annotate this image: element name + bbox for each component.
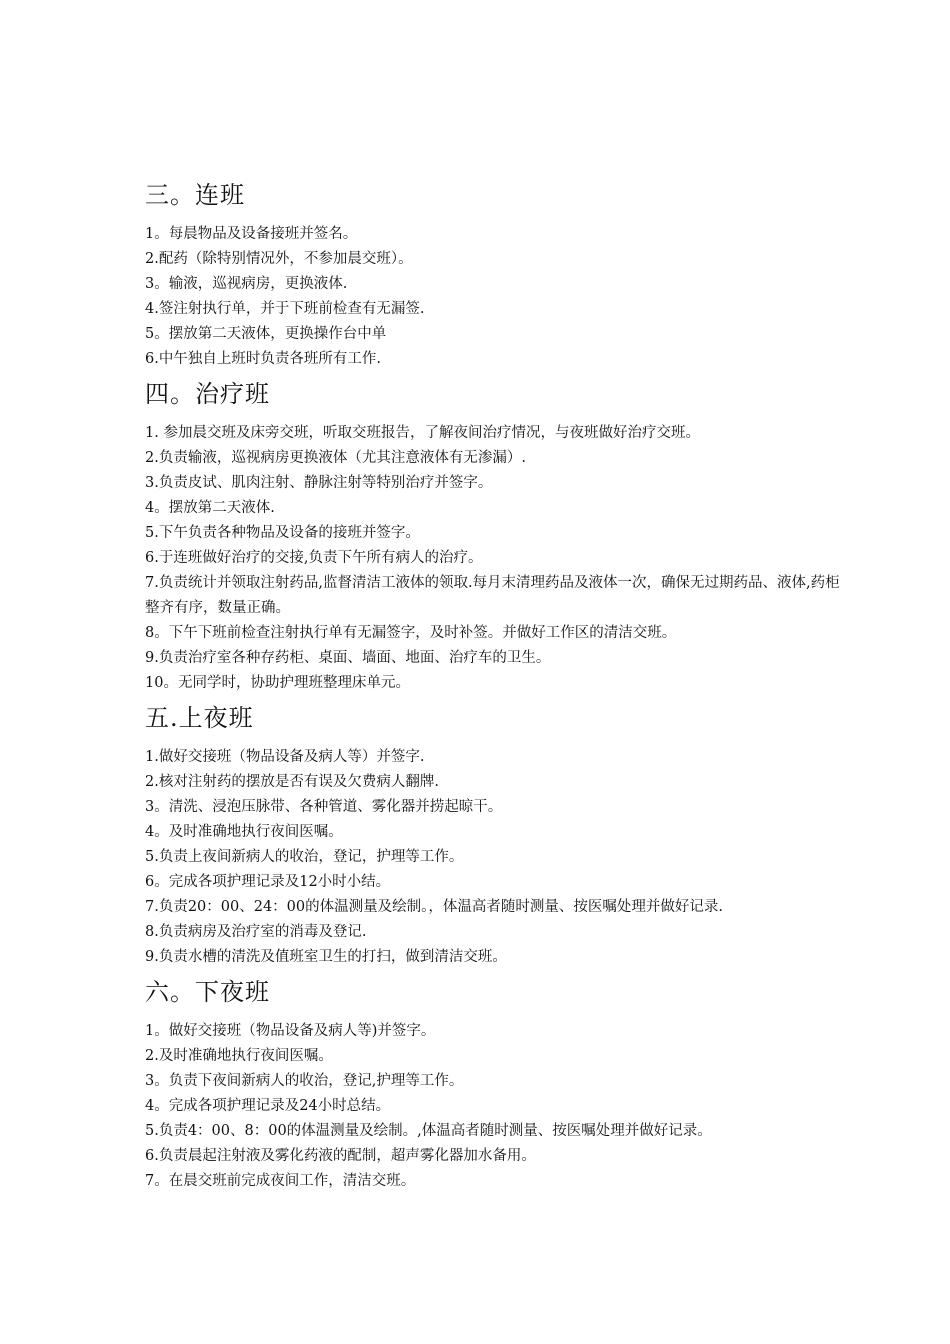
section-3 — [145, 701, 845, 970]
section-item-list — [145, 222, 845, 372]
list-item: 4。及时准确地执行夜间医嘱。 — [145, 824, 343, 840]
list-item: 6.中午独自上班时负责各班所有工作. — [145, 351, 381, 367]
list-item: 4。摆放第二天液体. — [145, 500, 275, 516]
list-item: 6。完成各项护理记录及12小时小结。 — [145, 874, 391, 890]
section-item-list — [145, 1019, 845, 1194]
list-item: 7.负责统计并领取注射药品,监督清洁工液体的领取.每月末清理药品及液体一次，确保无过期药品、液体,药柜整齐有序，数量正确。 — [145, 575, 840, 616]
list-item: 3。负责下夜间新病人的收治，登记,护理等工作。 — [145, 1073, 464, 1089]
list-item: 3。输液，巡视病房，更换液体. — [145, 276, 348, 292]
list-item: 9.负责治疗室各种存药柜、桌面、墙面、地面、治疗车的卫生。 — [145, 650, 551, 666]
list-item: 5.负责4：00、8：00的体温测量及绘制。,体温高者随时测量、按医嘱处理并做好记录。 — [145, 1123, 712, 1139]
section-item-list — [145, 421, 845, 696]
list-item: 7.负责20：00、24：00的体温测量及绘制。，体温高者随时测量、按医嘱处理并做好记录. — [145, 899, 723, 915]
list-item: 6.于连班做好治疗的交接,负责下午所有病人的治疗。 — [145, 550, 483, 566]
section-item-list — [145, 745, 845, 970]
list-item: 1.做好交接班（物品设备及病人等）并签字. — [145, 749, 425, 765]
list-item: 4。完成各项护理记录及24小时总结。 — [145, 1098, 391, 1114]
list-item: 2.配药（除特别情况外，不参加晨交班）。 — [145, 251, 413, 267]
section-title: 四。治疗班 — [145, 380, 270, 408]
section-4 — [145, 975, 845, 1194]
section-title: 六。下夜班 — [145, 978, 270, 1006]
list-item: 3.负责皮试、肌肉注射、静脉注射等特别治疗并签字。 — [145, 475, 493, 491]
list-item: 3。清洗、浸泡压脉带、各种管道、雾化器并捞起晾干。 — [145, 799, 503, 815]
list-item: 1。每晨物品及设备接班并签名。 — [145, 226, 358, 242]
list-item: 2.负责输液，巡视病房更换液体（尤其注意液体有无渗漏）. — [145, 450, 526, 466]
list-item: 8.负责病房及治疗室的消毒及登记. — [145, 924, 367, 940]
list-item: 7。在晨交班前完成夜间工作，清洁交班。 — [145, 1173, 416, 1189]
list-item: 9.负责水槽的清洗及值班室卫生的打扫，做到清洁交班。 — [145, 949, 507, 965]
list-item: 5.下午负责各种物品及设备的接班并签字。 — [145, 525, 420, 541]
list-item: 2.及时准确地执行夜间医嘱。 — [145, 1048, 333, 1064]
list-item: 10。无同学时，协助护理班整理床单元。 — [145, 675, 410, 691]
list-item: 5。摆放第二天液体，更换操作台中单 — [145, 326, 387, 342]
list-item: 6.负责晨起注射液及雾化药液的配制，超声雾化器加水备用。 — [145, 1148, 536, 1164]
section-title: 三。连班 — [145, 181, 245, 209]
list-item: 1. 参加晨交班及床旁交班，听取交班报告，了解夜间治疗情况，与夜班做好治疗交班。 — [145, 425, 700, 441]
document-body — [145, 178, 845, 1194]
list-item: 2.核对注射药的摆放是否有误及欠费病人翻牌. — [145, 774, 439, 790]
section-2 — [145, 377, 845, 696]
section-1 — [145, 178, 845, 372]
list-item: 1。做好交接班（物品设备及病人等)并签字。 — [145, 1023, 436, 1039]
list-item: 4.签注射执行单，并于下班前检查有无漏签. — [145, 301, 425, 317]
list-item: 8。下午下班前检查注射执行单有无漏签字，及时补签。并做好工作区的清洁交班。 — [145, 625, 677, 641]
list-item: 5.负责上夜间新病人的收治，登记，护理等工作。 — [145, 849, 464, 865]
section-title: 五.上夜班 — [145, 704, 254, 732]
